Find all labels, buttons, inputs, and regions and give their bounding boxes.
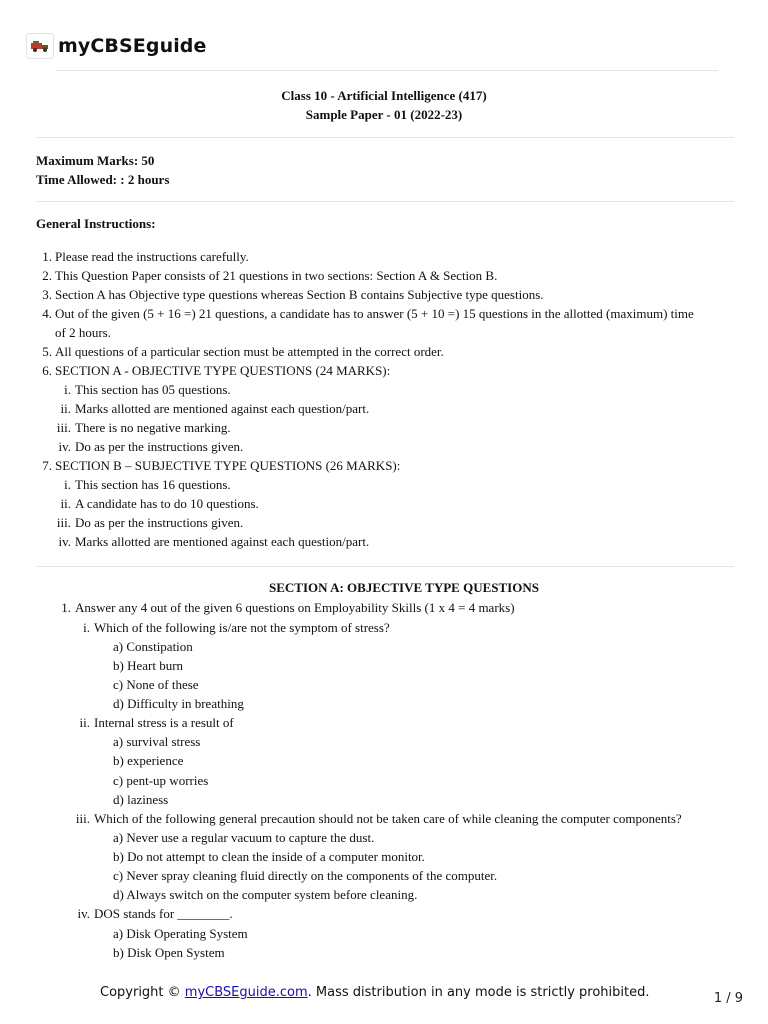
sub-item: There is no negative marking. xyxy=(75,420,231,435)
copyright-suffix: . Mass distribution in any mode is strictly prohibited. xyxy=(307,985,650,1000)
sub-question-text: Which of the following general precaution should not be taken care of while cleaning the computer components? xyxy=(94,811,682,826)
paper-title xyxy=(0,86,768,124)
sub-item: A candidate has to do 10 questions. xyxy=(75,496,259,511)
paper-meta xyxy=(36,151,169,189)
sub-question-number: ii. xyxy=(79,715,90,730)
sub-question-number: iv. xyxy=(77,906,90,921)
title-line-2: Sample Paper - 01 (2022-23) xyxy=(305,107,463,122)
list-item: Please read the instructions carefully. xyxy=(55,249,249,264)
option: a) survival stress xyxy=(113,734,201,749)
section-a-heading: SECTION A: OBJECTIVE TYPE QUESTIONS xyxy=(269,580,539,595)
option: a) Never use a regular vacuum to capture the dust. xyxy=(113,830,375,845)
option: d) Difficulty in breathing xyxy=(113,696,244,711)
list-number: 6. xyxy=(42,363,52,378)
sub-number: i. xyxy=(64,382,71,397)
sub-number: iv. xyxy=(58,534,71,549)
list-item-continued: of 2 hours. xyxy=(55,325,111,340)
option: b) Heart burn xyxy=(113,658,184,673)
sub-number: ii. xyxy=(60,496,71,511)
list-item: This Question Paper consists of 21 questions in two sections: Section A & Section B. xyxy=(55,268,498,283)
option: d) laziness xyxy=(113,792,169,807)
list-number: 7. xyxy=(42,458,52,473)
divider xyxy=(36,201,734,202)
list-number: 5. xyxy=(42,344,52,359)
option: d) Always switch on the computer system before cleaning. xyxy=(113,887,418,902)
sub-question-number: iii. xyxy=(75,811,90,826)
sub-number: i. xyxy=(64,477,71,492)
copyright-prefix: Copyright © xyxy=(100,985,185,1000)
instructions-heading: General Instructions: xyxy=(36,216,156,231)
list-item: SECTION A - OBJECTIVE TYPE QUESTIONS (24 MARKS): xyxy=(55,363,391,378)
option: b) Disk Open System xyxy=(113,945,225,960)
list-item: SECTION B – SUBJECTIVE TYPE QUESTIONS (26 MARKS): xyxy=(55,458,401,473)
list-item: Section A has Objective type questions whereas Section B contains Subjective type questions. xyxy=(55,287,544,302)
divider xyxy=(56,70,718,71)
sub-item: Do as per the instructions given. xyxy=(75,515,244,530)
sub-question-number: i. xyxy=(83,620,90,635)
copyright-link[interactable]: myCBSEguide.com xyxy=(184,985,308,1000)
question-text: Answer any 4 out of the given 6 questions on Employability Skills (1 x 4 = 4 marks) xyxy=(75,600,515,615)
sub-question-text: Internal stress is a result of xyxy=(94,715,234,730)
option: c) Never spray cleaning fluid directly on the components of the computer. xyxy=(113,868,498,883)
option: b) Do not attempt to clean the inside of a computer monitor. xyxy=(113,849,425,864)
list-item: All questions of a particular section must be attempted in the correct order. xyxy=(55,344,444,359)
brand xyxy=(26,32,207,60)
list-number: 3. xyxy=(42,287,52,302)
sub-number: iii. xyxy=(56,515,71,530)
sub-question-text: DOS stands for ________. xyxy=(94,906,233,921)
sub-item: Do as per the instructions given. xyxy=(75,439,244,454)
list-number: 1. xyxy=(42,249,52,264)
option: a) Disk Operating System xyxy=(113,926,248,941)
sub-number: iv. xyxy=(58,439,71,454)
question-number: 1. xyxy=(61,600,71,615)
sub-item: Marks allotted are mentioned against each question/part. xyxy=(75,401,370,416)
sub-item: Marks allotted are mentioned against each question/part. xyxy=(75,534,370,549)
divider xyxy=(36,566,734,567)
time-allowed: Time Allowed: : 2 hours xyxy=(36,172,170,187)
sub-item: This section has 16 questions. xyxy=(75,477,231,492)
sub-number: iii. xyxy=(56,420,71,435)
sub-number: ii. xyxy=(60,401,71,416)
sub-question-text: Which of the following is/are not the symptom of stress? xyxy=(94,620,390,635)
page-number: 1 / 9 xyxy=(713,991,743,1006)
list-number: 4. xyxy=(42,306,52,321)
title-line-1: Class 10 - Artificial Intelligence (417) xyxy=(281,88,487,103)
option: c) pent-up worries xyxy=(113,773,209,788)
divider xyxy=(36,137,734,138)
max-marks: Maximum Marks: 50 xyxy=(36,153,155,168)
sub-item: This section has 05 questions. xyxy=(75,382,231,397)
option: c) None of these xyxy=(113,677,199,692)
truck-logo-icon xyxy=(26,33,54,59)
copyright-footer xyxy=(100,985,649,1000)
list-number: 2. xyxy=(42,268,52,283)
option: a) Constipation xyxy=(113,639,193,654)
list-item: Out of the given (5 + 16 =) 21 questions, a candidate has to answer (5 + 10 =) 15 questions in the allotted (maximum) time xyxy=(55,306,694,321)
brand-name: myCBSEguide xyxy=(58,35,207,57)
option: b) experience xyxy=(113,753,184,768)
